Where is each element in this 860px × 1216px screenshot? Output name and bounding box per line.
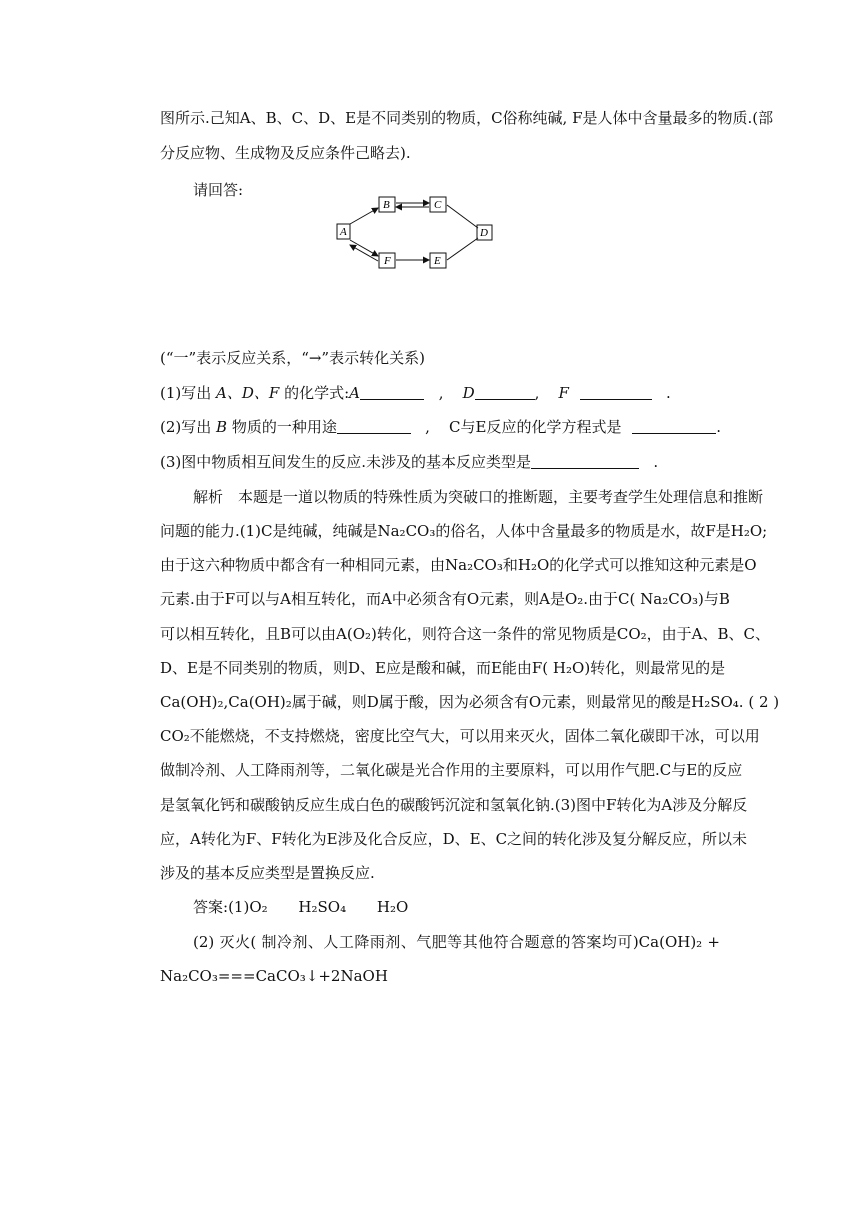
q1-a: A bbox=[349, 384, 360, 402]
analysis-line-3: 由于这六种物质中都含有一种相同元素，由Na₂CO₃和H₂O的化学式可以推知这种元素是O bbox=[160, 556, 757, 574]
answer-1-d: H₂SO₄ bbox=[298, 898, 347, 916]
analysis-line-5: 可以相互转化，且B可以由A(O₂)转化，则符合这一条件的常见物质是CO₂，由于A、B、C、 bbox=[160, 625, 770, 643]
node-d-label: D bbox=[480, 227, 488, 239]
q3-text: (3)图中物质相互间发生的反应.未涉及的基本反应类型是 bbox=[160, 453, 532, 471]
q1-vars: A、D、F bbox=[216, 384, 280, 402]
q2-b: B bbox=[216, 418, 228, 436]
line-e-d bbox=[447, 238, 478, 260]
analysis-line-11: 应，A转化为F、F转化为E涉及化合反应，D、E、C之间的转化涉及复分解反应，所以未 bbox=[160, 830, 748, 848]
analysis-line-2: 问题的能力.(1)C是纯碱，纯碱是Na₂CO₃的俗名，人体中含量最多的物质是水，故F是H₂O; bbox=[160, 522, 768, 540]
q2-blank-use[interactable] bbox=[337, 419, 411, 434]
analysis-line-12: 涉及的基本反应类型是置换反应. bbox=[160, 864, 375, 882]
q2-prefix: (2)写出 bbox=[160, 418, 212, 436]
node-b-label: B bbox=[383, 199, 390, 211]
answer-line-3: Na₂CO₃===CaCO₃↓+2NaOH bbox=[160, 967, 388, 985]
q2-blank-equation[interactable] bbox=[632, 419, 716, 434]
q1-blank-a[interactable] bbox=[360, 385, 424, 400]
question-1: (1)写出 A、D、F 的化学式:A , D , F . bbox=[160, 384, 671, 402]
q1-blank-f[interactable] bbox=[580, 385, 652, 400]
answer-1-a: O₂ bbox=[249, 898, 268, 916]
analysis-line-9: 做制冷剂、人工降雨剂等，二氧化碳是光合作用的主要原料，可以用作气肥.C与E的反应 bbox=[160, 761, 743, 779]
question-3: (3)图中物质相互间发生的反应.未涉及的基本反应类型是 . bbox=[160, 453, 659, 471]
answer-label: 答案: bbox=[193, 898, 229, 916]
q2-ce: C与E反应的化学方程式是 bbox=[449, 418, 622, 436]
analysis-line-4: 元素.由于F可以与A相互转化，而A中必须含有O元素，则A是O₂.由于C( Na₂CO₃)与B bbox=[160, 590, 730, 608]
answer-line-1 bbox=[193, 897, 753, 917]
question-2: (2)写出 B 物质的一种用途 , C与E反应的化学方程式是 . bbox=[160, 418, 722, 436]
legend-text: (“一”表示反应关系，“→”表示转化关系) bbox=[160, 349, 425, 367]
q1-f: F bbox=[558, 384, 569, 402]
q1-d: D bbox=[462, 384, 475, 402]
analysis-line-8: CO₂不能燃烧，不支持燃烧，密度比空气大，可以用来灭火，固体二氧化碳即干冰，可以用 bbox=[160, 727, 760, 745]
q1-prefix: (1)写出 bbox=[160, 384, 212, 402]
answer-line-2: (2) 灭火( 制冷剂、人工降雨剂、气肥等其他符合题意的答案均可)Ca(OH)₂ + bbox=[193, 933, 720, 951]
node-a-label: A bbox=[340, 226, 347, 238]
q3-blank[interactable] bbox=[531, 454, 639, 469]
arrow-a-to-b bbox=[350, 208, 378, 224]
node-c-label: C bbox=[434, 199, 442, 211]
node-e-label: E bbox=[434, 255, 441, 267]
intro-line-2: 分反应物、生成物及反应条件己略去). bbox=[160, 144, 411, 162]
arrow-a-to-f bbox=[350, 240, 378, 256]
arrow-f-to-a bbox=[350, 245, 378, 261]
node-f-label: F bbox=[384, 255, 391, 267]
prompt-text: 请回答: bbox=[193, 181, 244, 199]
answer-1-prefix: (1) bbox=[228, 898, 250, 916]
analysis-line-6: D、E是不同类别的物质，则D、E应是酸和碱，而E能由F( H₂O)转化，则最常见的是 bbox=[160, 659, 726, 677]
analysis-line-10: 是氢氧化钙和碳酸钠反应生成白色的碳酸钙沉淀和氢氧化钠.(3)图中F转化为A涉及分解反 bbox=[160, 796, 748, 814]
q1-blank-d[interactable] bbox=[475, 385, 535, 400]
q2-text: 物质的一种用途 bbox=[231, 418, 337, 436]
analysis-line-1: 解析 本题是一道以物质的特殊性质为突破口的推断题，主要考查学生处理信息和推断 bbox=[193, 488, 764, 506]
intro-line-1: 图所示.己知A、B、C、D、E是不同类别的物质，C俗称纯碱, F是人体中含量最多的物质.(部 bbox=[160, 109, 774, 127]
analysis-line-7: Ca(OH)₂,Ca(OH)₂属于碱，则D属于酸，因为必须含有O元素，则最常见的酸是H₂SO₄. ( 2 ) bbox=[160, 693, 780, 711]
q1-text: 的化学式: bbox=[284, 384, 350, 402]
answer-1-f: H₂O bbox=[376, 898, 409, 916]
reaction-diagram bbox=[332, 190, 512, 280]
line-c-d bbox=[447, 205, 478, 228]
